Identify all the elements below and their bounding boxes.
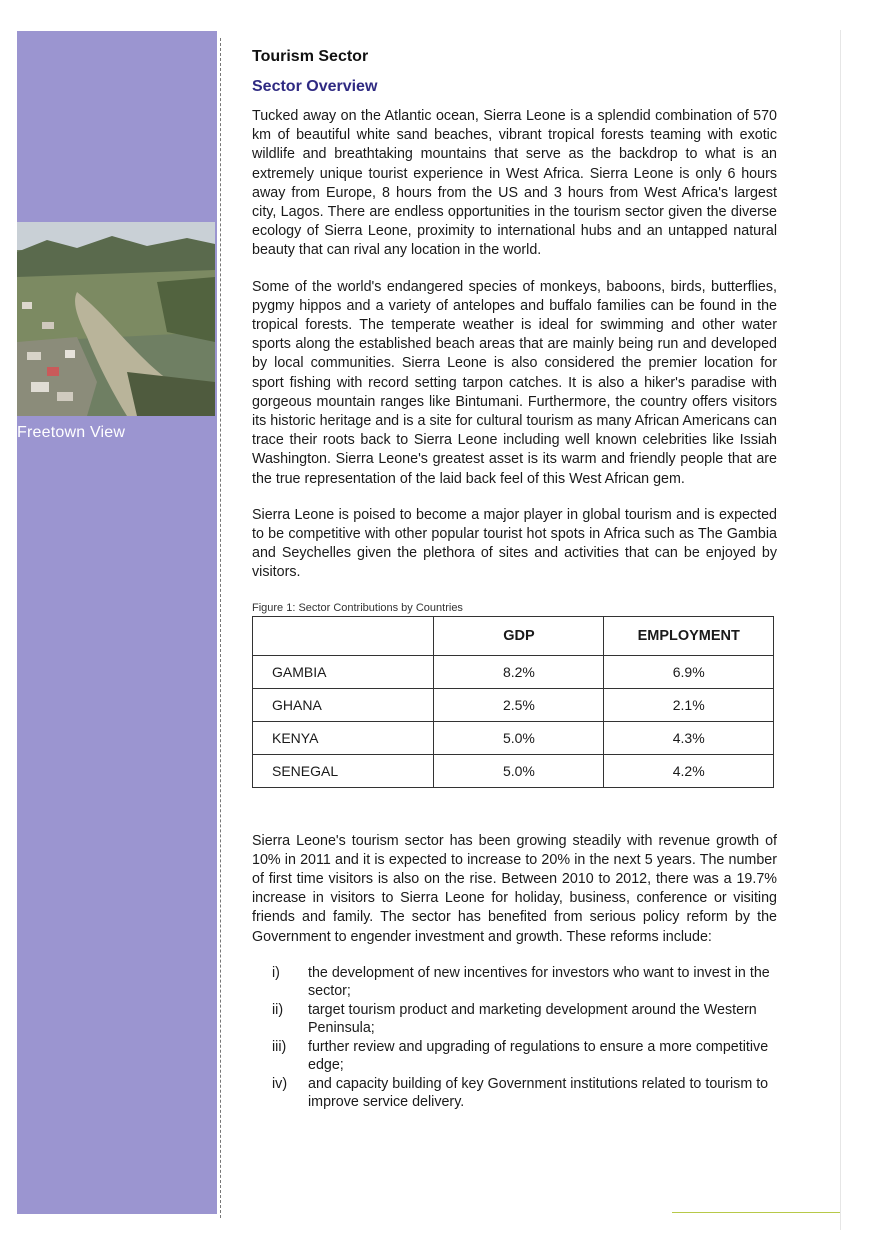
list-marker: iii) (272, 1038, 287, 1055)
country-cell: GHANA (253, 688, 434, 721)
freetown-photo-image (17, 222, 215, 416)
list-item (252, 1038, 777, 1075)
header-cell-country (253, 616, 434, 655)
section-heading: Sector Overview (252, 78, 378, 95)
country-cell: GAMBIA (253, 655, 434, 688)
gdp-cell: 5.0% (434, 754, 604, 787)
page-title: Tourism Sector (252, 48, 369, 65)
sector-contributions-table (252, 616, 774, 788)
employment-cell: 4.2% (604, 754, 774, 787)
footer-rule (672, 1212, 840, 1213)
country-cell: KENYA (253, 721, 434, 754)
table-row (253, 721, 774, 754)
list-marker: i) (272, 964, 280, 981)
list-item (252, 1001, 777, 1038)
gdp-cell: 2.5% (434, 688, 604, 721)
list-marker: iv) (272, 1075, 288, 1092)
paragraph-growth: Sierra Leone's tourism sector has been growing steadily with revenue growth of 10% in 2011 and it is expected to increase to 20% in the next 5 years. The number of first time visitors is also on the rise. Between 2010 to 2012, there was a 19.7% increase in visitors to Sierra Leone for holiday, business, conference or visiting friends and family. The sector has benefited from serious policy reform by the Government to engender investment and growth. These reforms include: (252, 832, 777, 945)
list-marker: ii) (272, 1001, 284, 1018)
list-item-text: target tourism product and marketing development around the Western Peninsula; (308, 1001, 757, 1037)
gdp-cell: 8.2% (434, 655, 604, 688)
paragraph-wildlife: Some of the world's endangered species of monkeys, baboons, birds, butterflies, pygmy hippos and a variety of antelopes and buffalo families can be found in the tropical forests. The temperate weather is ideal for swimming and other water sports along the established beach areas that are mainly being run and developed by local communities. Sierra Leone is also considered the premier location for sport fishing with record setting tarpon catches. It is also a hiker's paradise with gorgeous mountain ranges like Bintumani. Furthermore, the country offers visitors its historic heritage and is a site for cultural tourism as many African Americans can trace their roots back to Sierra Leone including well known celebrities like Issiah Washington. Sierra Leone's greatest asset is its warm and friendly people that are the true representation of the laid back feel of this West African gem. (252, 278, 777, 487)
table-row (253, 688, 774, 721)
header-cell-gdp: GDP (434, 616, 604, 655)
page-edge-line (840, 30, 841, 1230)
table-row (253, 655, 774, 688)
list-item (252, 964, 777, 1001)
list-item-text: and capacity building of key Government institutions related to tourism to improve service delivery. (308, 1075, 769, 1111)
employment-cell: 6.9% (604, 655, 774, 688)
paragraph-intro: Tucked away on the Atlantic ocean, Sierra Leone is a splendid combination of 570 km of beautiful white sand beaches, vibrant tropical forests teaming with exotic wildlife and breathtaking mountains that serve as the backdrop to what is an extremely unique tourist experience in West Africa. Sierra Leone is only 6 hours away from Europe, 8 hours from the US and 3 hours from West Africa's largest city, Lagos. There are endless opportunities in the tourism sector given the diverse ecology of Sierra Leone, proximity to international hubs and an untapped natural beauty that can rival any location in the world. (252, 108, 777, 259)
employment-cell: 2.1% (604, 688, 774, 721)
main-content (252, 48, 777, 1112)
sidebar-divider (220, 38, 221, 1218)
header-cell-employment: EMPLOYMENT (604, 616, 774, 655)
list-item (252, 1075, 777, 1112)
sidebar-panel (17, 31, 217, 1214)
list-item-text: further review and upgrading of regulations to ensure a more competitive edge; (308, 1038, 769, 1074)
list-item-text: the development of new incentives for investors who want to invest in the sector; (308, 964, 770, 1000)
gdp-cell: 5.0% (434, 721, 604, 754)
table-header-row (253, 616, 774, 655)
photo-caption: Freetown View (17, 424, 126, 441)
figure-caption: Figure 1: Sector Contributions by Countries (252, 601, 463, 614)
employment-cell: 4.3% (604, 721, 774, 754)
table-row (253, 754, 774, 787)
reforms-list (252, 964, 777, 1112)
country-cell: SENEGAL (253, 754, 434, 787)
paragraph-outlook: Sierra Leone is poised to become a major player in global tourism and is expected to be competitive with other popular tourist hot spots in Africa such as The Gambia and Seychelles given the plethora of sites and activities that can be enjoyed by visitors. (252, 506, 777, 581)
freetown-photo (17, 222, 215, 416)
